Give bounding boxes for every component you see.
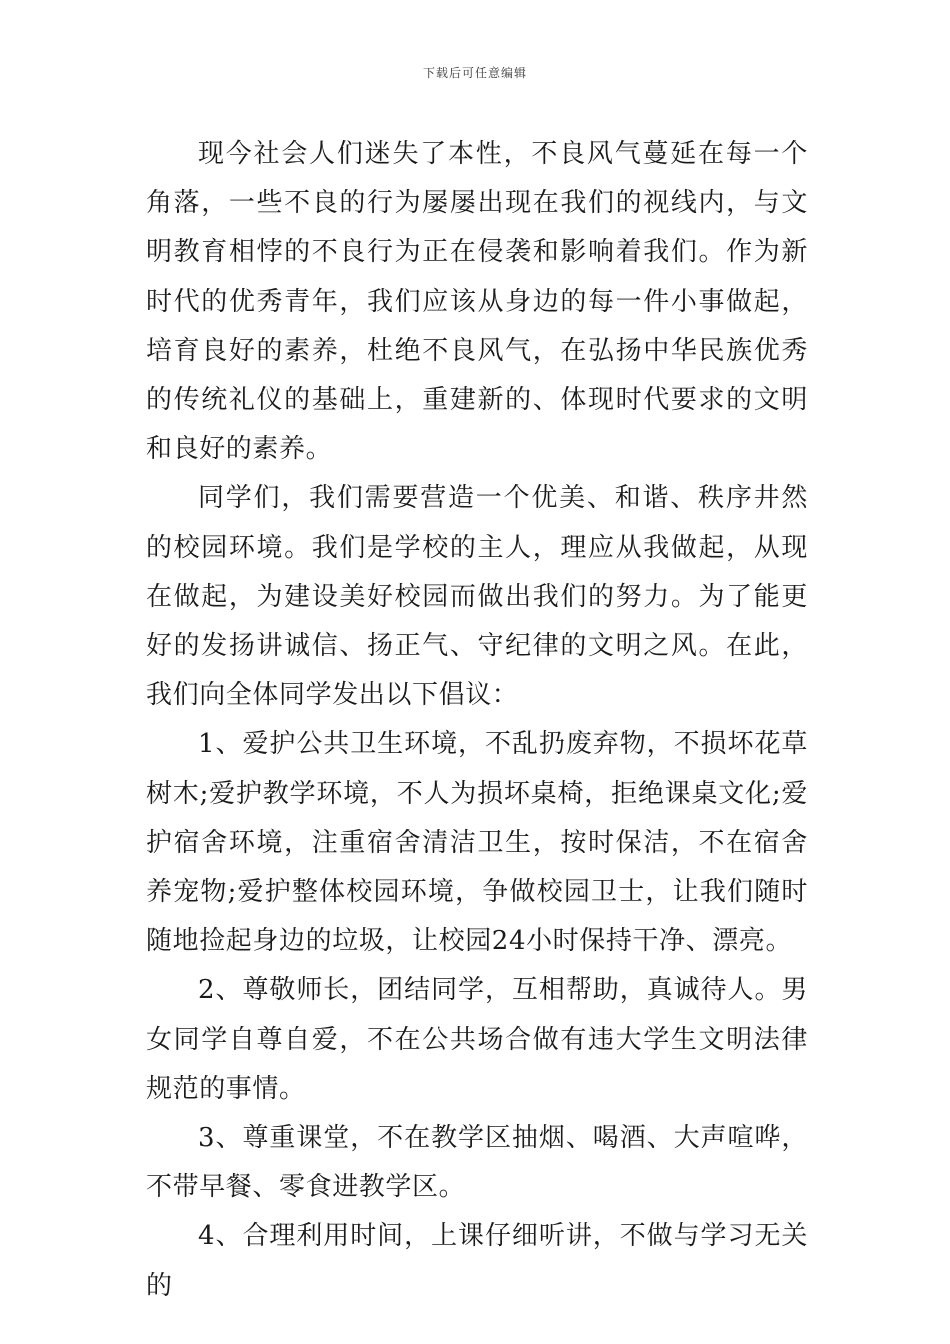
paragraph-item-2: 2、尊敬师长，团结同学，互相帮助，真诚待人。男女同学自尊自爱，不在公共场合做有违大学生文明法律规范的事情。 [146,975,808,1104]
paragraph-item-3: 3、尊重课堂，不在教学区抽烟、喝酒、大声喧哗，不带早餐、零食进教学区。 [146,1123,808,1203]
document-body [146,130,808,1311]
paragraph-item-1: 1、爱护公共卫生环境，不乱扔废弃物，不损坏花草树木;爱护教学环境，不人为损坏桌椅，拒绝课桌文化;爱护宿舍环境，注重宿舍清洁卫生，按时保洁，不在宿舍养宠物;爱护整体校园环境，争做校园卫士，让我们随时随地捡起身边的垃圾，让校园24小时保持干净、漂亮。 [146,729,808,957]
header-note: 下载后可任意编辑 [422,66,527,80]
paragraph-item-4: 4、合理利用时间，上课仔细听讲，不做与学习无关的 [146,1221,808,1301]
paragraph-appeal: 同学们，我们需要营造一个优美、和谐、秩序井然的校园环境。我们是学校的主人，理应从我做起，从现在做起，为建设美好校园而做出我们的努力。为了能更好的发扬讲诚信、扬正气、守纪律的文明之风。在此，我们向全体同学发出以下倡议： [146,483,808,711]
paragraph-intro: 现今社会人们迷失了本性，不良风气蔓延在每一个角落，一些不良的行为屡屡出现在我们的视线内，与文明教育相悖的不良行为正在侵袭和影响着我们。作为新时代的优秀青年，我们应该从身边的每一件小事做起，培育良好的素养，杜绝不良风气，在弘扬中华民族优秀的传统礼仪的基础上，重建新的、体现时代要求的文明和良好的素养。 [146,139,808,465]
